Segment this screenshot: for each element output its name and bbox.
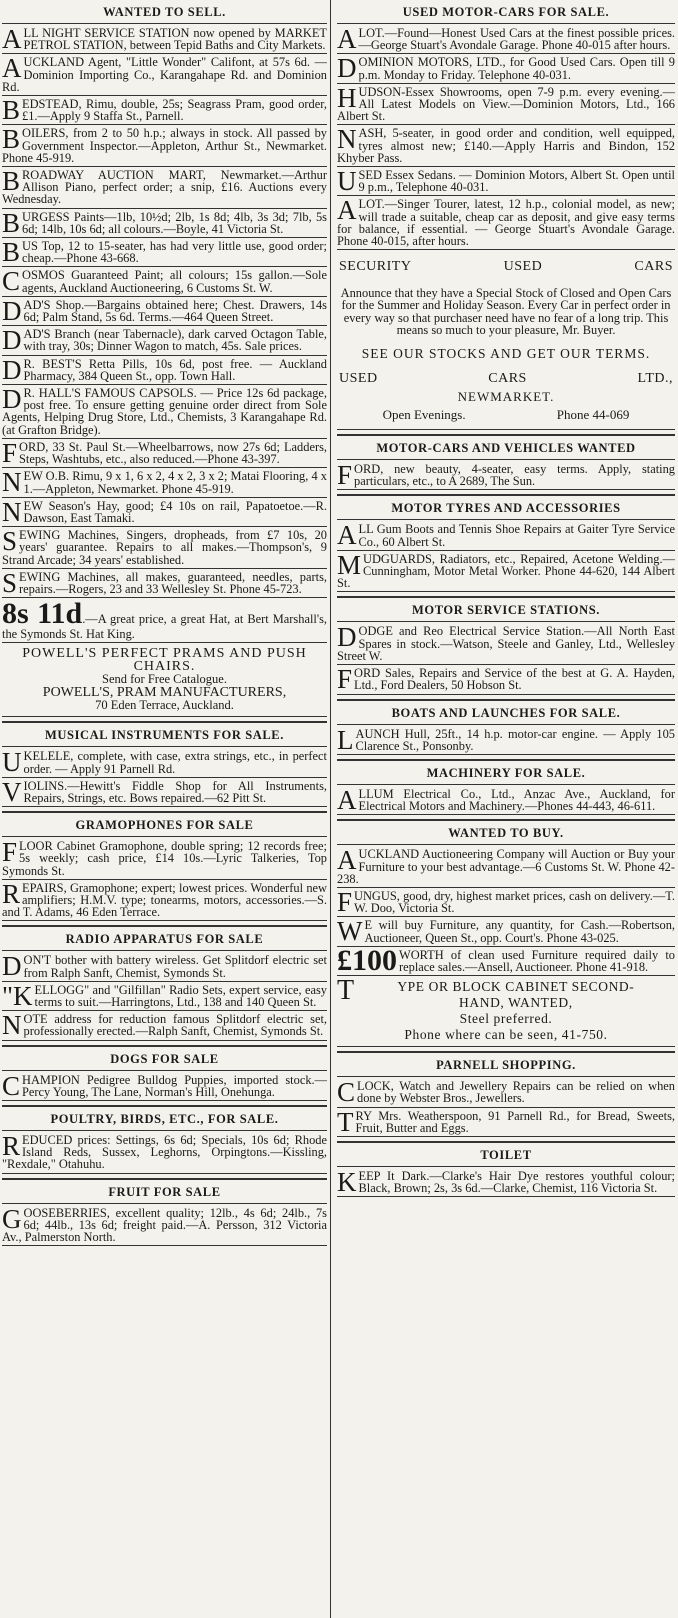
cabinet-line2: HAND, WANTED, [459, 995, 573, 1011]
security-used-cars-ad [337, 250, 675, 430]
classified-ad [2, 167, 327, 209]
ad-text: HAMPION Pedigree Bulldog Puppies, imported stock.—Percy Young, The Lane, Norman's Hill, Onehunga. [22, 1072, 327, 1099]
right-column [331, 0, 678, 1618]
classified-ad [337, 1078, 675, 1107]
ad-text: E will buy Furniture, any quantity, for Cash.—Robertson, Auctioneer, Queen St., opp. Court's. Phone 43-025. [364, 918, 675, 945]
promo-word-security: SECURITY [339, 259, 412, 275]
ad-initial: D [2, 952, 22, 982]
section-heading-machinery: MACHINERY FOR SALE. [337, 759, 675, 785]
cabinet-cap: T [337, 975, 355, 1007]
ad-text: AUNCH Hull, 25ft., 14 h.p. motor-car engine. — Apply 105 Clarence St., Ponsonby. [355, 726, 675, 753]
ad-initial: D [2, 296, 22, 326]
ad-initial: V [2, 777, 22, 807]
ad-initial: D [2, 355, 22, 385]
ad-initial: U [337, 167, 357, 197]
ad-initial: G [2, 1204, 22, 1234]
prams-ad-line3: POWELL'S, PRAM MANUFACTURERS, [42, 685, 287, 701]
ad-text: ELLOGG" and "Gilfillan" Radio Sets, expert service, easy terms to suit.—Harringtons, Ltd., 138 and 140 Queen St. [34, 982, 327, 1009]
ad-initial: H [337, 83, 357, 113]
classified-ad [2, 569, 327, 598]
ad-text: EW O.B. Rimu, 9 x 1, 6 x 2, 4 x 2, 3 x 2; Matai Flooring, 4 x 1.—Appleton, Newmarket. Phone 45-919. [23, 469, 327, 496]
ad-text: OILERS, from 2 to 50 h.p.; always in stock. All passed by Government Inspector.—Appleton, Arthur St., Newmarket. Phone 45-919. [2, 126, 327, 165]
ad-initial: N [337, 125, 357, 155]
ad-initial: B [2, 208, 21, 238]
cabinet-line3: Steel preferred. [459, 1011, 553, 1027]
section-heading-gramophones: GRAMOPHONES FOR SALE [2, 811, 327, 837]
promo-call: SEE OUR STOCKS AND GET OUR TERMS. [361, 346, 651, 362]
cabinet-line1: YPE OR BLOCK CABINET SECOND- [397, 979, 635, 995]
ad-initial: B [2, 238, 21, 268]
classified-ad [2, 439, 327, 468]
section-heading-toilet: TOILET [337, 1141, 675, 1167]
ads-boats [337, 726, 675, 755]
ad-initial: F [337, 665, 353, 695]
ad-initial: R [2, 879, 21, 909]
ad-text: R. BEST'S Retta Pills, 10s 6d, post free. — Auckland Pharmacy, 384 Queen St., opp. Town Hall. [23, 356, 327, 383]
ads-used-cars [337, 25, 675, 250]
classified-ad [337, 917, 675, 946]
promo-open: Open Evenings. [382, 407, 466, 423]
classified-ad [2, 838, 327, 880]
classified-ad [337, 888, 675, 917]
ad-text: LOT.—Found—Honest Used Cars at the finest possible prices.—George Stuart's Avondale Garage. Phone 40-015 after hours. [358, 26, 675, 53]
ad-initial: K [337, 1167, 357, 1197]
classified-ad [337, 125, 675, 167]
ad-text: EDSTEAD, Rimu, double, 25s; Seagrass Pram, good order, £1.—Apply 9 Staffa St., Parnell. [22, 97, 327, 124]
prams-ad-line2: Send for Free Catalogue. [102, 672, 227, 687]
ad-text: LL Gum Boots and Tennis Shoe Repairs at Gaiter Tyre Service Co., 60 Albert St. [358, 522, 675, 549]
ad-initial: D [2, 385, 22, 415]
ad-text: ROADWAY AUCTION MART, Newmarket.—Arthur Allison Piano, perfect order; a snip, £16. Auctions every Wednesday. [2, 168, 327, 207]
section-heading-wanted-to-buy: WANTED TO BUY. [337, 819, 675, 845]
promo-word-used: USED [503, 259, 543, 275]
ad-initial: F [2, 838, 18, 868]
classified-ad [2, 748, 327, 777]
classified-ad [337, 665, 675, 694]
ad-initial: D [337, 623, 357, 653]
classified-ad [2, 238, 327, 267]
ad-initial: A [337, 521, 357, 551]
ad-initial: R [2, 1131, 21, 1161]
ad-text: EWING Machines, all makes, guaranteed, needles, parts, repairs.—Rogers, 23 and 33 Wellesley St. Phone 45-723. [19, 569, 327, 596]
ad-text: LOCK, Watch and Jewellery Repairs can be relied on when done by Webster Bros., Jewellers. [357, 1079, 675, 1106]
ad-initial: "K [2, 981, 33, 1011]
classified-ad [337, 54, 675, 83]
ad-initial: B [2, 96, 21, 126]
classified-ad [337, 1108, 675, 1137]
classified-ad [2, 778, 327, 807]
section-heading-used-cars: USED MOTOR-CARS FOR SALE. [337, 0, 675, 24]
section-heading-wanted-to-sell: WANTED TO SELL. [2, 0, 327, 24]
classified-ad [2, 880, 327, 922]
classified-ad [337, 167, 675, 196]
furniture-100-text: WORTH of clean used Furniture required daily to replace sales.—Ansell, Auctioneer. Phone 41-918. [399, 947, 675, 974]
classified-ad [2, 326, 327, 355]
ad-text: OTE address for reduction famous Splitdorf electric set, professionally erected.—Ralph Sanft, Chemist, Symonds St. [23, 1012, 327, 1039]
prams-ad [2, 643, 327, 717]
section-heading-service: MOTOR SERVICE STATIONS. [337, 596, 675, 622]
promo-brand-cars: CARS [488, 371, 527, 387]
ad-text: EPAIRS, Gramophone; expert; lowest prices. Wonderful new amplifiers; H.M.V. type; tonearms, motors, accessories.—S. and T. Adams, 46 Eden Terrace. [2, 880, 327, 920]
ad-text: EDUCED prices: Settings, 6s 6d; Specials, 10s 6d; Rhode Island Reds, Sussex, Leghorns, Orpingtons.—Kissling, "Rexdale," Otahuhu. [2, 1132, 327, 1172]
classified-ad [337, 1168, 675, 1197]
ad-text: ORD Sales, Repairs and Service of the best at G. A. Hayden, Ltd., Ford Dealers, 50 Hobson St. [354, 666, 675, 693]
ad-text: R. HALL'S FAMOUS CAPSOLS. — Price 12s 6d package, post free. To ensure getting genuine order direct from Sole Agents, Helping Drug Store, Ltd., Chemists, 3 Karangahape Rd. (at Grafton Bridge). [2, 386, 327, 437]
classified-ad [2, 527, 327, 569]
ad-text: EW Season's Hay, good; £4 10s on rail, Papatoetoe.—R. Dawson, East Tamaki. [23, 498, 327, 525]
ad-text: OMINION MOTORS, LTD., for Good Used Cars. Open till 9 p.m. Monday to Friday. Telephone 40-031. [358, 55, 675, 82]
ad-text: US Top, 12 to 15-seater, has had very little use, good order; cheap.—Phone 43-668. [22, 239, 327, 266]
promo-phone: Phone 44-069 [556, 407, 630, 423]
ad-initial: A [337, 846, 357, 876]
classified-ad [2, 356, 327, 385]
ad-initial: D [337, 54, 357, 84]
classified-ad [337, 623, 675, 665]
classified-ad [337, 846, 675, 888]
ad-text: URGESS Paints—1lb, 10½d; 2lb, 1s 8d; 4lb, 3s 3d; 7lb, 5s 6d; 14lb, 10s 6d; all colours.—Boyle, 41 Victoria St. [22, 209, 327, 236]
ad-initial: A [337, 25, 357, 54]
classified-ad [2, 1205, 327, 1247]
classified-ad [2, 25, 327, 54]
section-heading-vehicles-wanted: MOTOR-CARS AND VEHICLES WANTED [337, 434, 675, 460]
promo-body: Announce that they have a Special Stock of Closed and Open Cars for the Summer and Holiday Season. Every Car in perfect order in every way so that purchaser need have no fear of a long trip. This means so much to your pleasure, Mr. Buyer. [340, 286, 672, 337]
ad-initial: A [2, 25, 22, 54]
classified-ad [2, 1072, 327, 1101]
ad-initial: N [2, 497, 22, 527]
ad-initial: A [2, 54, 22, 84]
classified-ad [337, 25, 675, 54]
prams-ad-line1: POWELL'S PERFECT PRAMS AND PUSH CHAIRS. [22, 646, 307, 675]
promo-brand-used: USED [339, 371, 378, 387]
classified-ad [2, 385, 327, 439]
ad-text: ON'T bother with battery wireless. Get Splitdorf electric set from Ralph Sanft, Chemist, Symonds St. [23, 953, 327, 980]
ad-initial: A [337, 196, 357, 226]
ad-text: AD'S Shop.—Bargains obtained here; Chest. Drawers, 14s 6d; Palm Stand, 5s 6d. Terms.—464 Queen Street. [23, 297, 327, 325]
ad-text: LL NIGHT SERVICE STATION now opened by MARKET PETROL STATION, between Tepid Baths and City Markets. [23, 26, 327, 53]
ad-text: OSMOS Guaranteed Paint; all colours; 15s gallon.—Sole agents, Auckland Auctioneering, 6 Customs St. W. [22, 268, 327, 295]
ad-initial: W [337, 917, 363, 947]
classified-ad [2, 125, 327, 167]
furniture-100-ad [337, 947, 675, 976]
furniture-100-cap: £100 [337, 946, 397, 977]
section-heading-tyres: MOTOR TYRES AND ACCESSORIES [337, 494, 675, 520]
classified-ad [2, 468, 327, 497]
classified-ad [2, 1011, 327, 1040]
promo-brand-ltd: LTD., [637, 371, 673, 387]
ad-initial: N [2, 1011, 22, 1041]
ad-text: RY Mrs. Weatherspoon, 91 Parnell Rd., for Bread, Sweets, Fruit, Butter and Eggs. [355, 1108, 675, 1135]
ads-tyres [337, 521, 675, 592]
ad-text: IOLINS.—Hewitt's Fiddle Shop for All Instruments, Repairs, Strings, etc. Bows repaired.—62 Pitt St. [23, 778, 327, 805]
ad-text: EWING Machines, Singers, dropheads, from £7 10s, 20 years' guarantee. Repairs to all makes.—Thompson's, 9 Strand Arcade; 34 years' established. [2, 528, 327, 567]
ads-gramophones [2, 838, 327, 921]
ad-initial: B [2, 167, 21, 197]
ad-initial: M [337, 550, 362, 580]
ads-musical [2, 748, 327, 807]
ad-text: UCKLAND Auctioneering Company will Auction or Buy your Furniture to your best advantage.—6 Customs St. W. Phone 42-238. [337, 847, 675, 886]
ad-initial: C [2, 1071, 21, 1101]
hat-ad-text: .—A great price, a great Hat, at Bert Marshall's, the Symonds St. Hat King. [2, 612, 327, 642]
ad-initial: S [2, 568, 18, 598]
ads-vehicles-wanted [337, 461, 675, 490]
classified-ad [2, 209, 327, 238]
ad-initial: L [337, 725, 354, 755]
classified-ad [2, 1132, 327, 1174]
ads-service [337, 623, 675, 694]
prams-ad-line4: 70 Eden Terrace, Auckland. [95, 698, 234, 713]
ads-wanted-to-sell [2, 25, 327, 598]
classified-ad [2, 297, 327, 326]
classified-ad [337, 551, 675, 593]
classified-ad [2, 982, 327, 1011]
classified-ad [2, 952, 327, 981]
classified-ad [2, 267, 327, 296]
section-heading-musical: MUSICAL INSTRUMENTS FOR SALE. [2, 721, 327, 747]
hat-ad [2, 598, 327, 643]
ad-initial: D [2, 326, 22, 356]
classified-ad [337, 521, 675, 550]
ads-parnell [337, 1078, 675, 1137]
ad-text: UDGUARDS, Radiators, etc., Repaired, Acetone Welding.—Cunningham, Motor Metal Worker. Phone 44-620, 144 Albert St. [337, 551, 675, 591]
classified-ad [337, 84, 675, 126]
ad-text: AD'S Branch (near Tabernacle), dark carved Octagon Table, with tray, 30s; Dinner Wagon to match, 45s. Sale prices. [23, 327, 327, 354]
classified-ad [2, 54, 327, 96]
promo-town: NEWMARKET. [457, 389, 555, 405]
ad-initial: B [2, 125, 21, 155]
section-heading-fruit: FRUIT FOR SALE [2, 1178, 327, 1204]
classified-ad [2, 96, 327, 125]
ad-text: KELELE, complete, with case, extra strings, etc., in perfect order. — Apply 91 Parnell Rd. [23, 749, 327, 776]
ad-text: EEP It Dark.—Clarke's Hair Dye restores youthful colour; Black, Brown; 2s, 3s 6d.—Clarke, Chemist, 116 Victoria St. [358, 1168, 675, 1196]
ad-text: ORD, new beauty, 4-seater, easy terms. Apply, stating particulars, etc., to A 2689, The Sun. [354, 462, 675, 489]
left-column [0, 0, 331, 1618]
section-heading-parnell: PARNELL SHOPPING. [337, 1051, 675, 1077]
ad-initial: S [2, 527, 18, 557]
ad-initial: A [337, 785, 357, 815]
ad-text: ASH, 5-seater, in good order and condition, well equipped, tyres almost new; £140.—Apply Harris and Bindon, 152 Khyber Pass. [337, 126, 675, 165]
ad-initial: C [2, 267, 21, 297]
ad-text: OOSEBERRIES, excellent quality; 12lb., 4s 6d; 24lb., 7s 6d; 44lb., 13s 6d; freight paid.—A. Persson, 312 Victoria Av., Palmerston North. [2, 1205, 327, 1244]
ads-machinery [337, 786, 675, 815]
classified-ad [337, 786, 675, 815]
ad-text: UCKLAND Agent, "Little Wonder" Califont, at 57s 6d. — Dominion Importing Co., Karangahape Rd. and Dominion Rd. [2, 55, 327, 94]
promo-title-row [339, 260, 673, 273]
promo-word-cars: CARS [634, 259, 673, 275]
section-heading-dogs: DOGS FOR SALE [2, 1045, 327, 1071]
ad-text: UNGUS, good, dry, highest market prices, cash on delivery.—T. W. Doo, Victoria St. [354, 888, 675, 916]
ad-initial: T [337, 1107, 354, 1137]
section-heading-radio: RADIO APPARATUS FOR SALE [2, 925, 327, 951]
ads-wanted-to-buy [337, 846, 675, 946]
cabinet-line4: Phone where can be seen, 41-750. [404, 1027, 608, 1043]
ad-text: LLUM Electrical Co., Ltd., Anzac Ave., Auckland, for Electrical Motors and Machinery.—Phones 44-443, 46-611. [358, 786, 675, 814]
cabinet-wanted-ad [337, 976, 675, 1047]
ad-text: SED Essex Sedans. — Dominion Motors, Albert St. Open until 9 p.m., Telephone 40-031. [358, 168, 675, 195]
ad-initial: F [337, 461, 353, 491]
ad-initial: F [2, 438, 18, 468]
classified-ad [337, 726, 675, 755]
ad-initial: U [2, 748, 22, 778]
section-heading-poultry: POULTRY, BIRDS, ETC., FOR SALE. [2, 1105, 327, 1131]
promo-footer [337, 407, 675, 423]
ad-initial: N [2, 468, 22, 498]
ads-poultry [2, 1132, 327, 1174]
ads-radio [2, 952, 327, 1040]
classified-ad [337, 196, 675, 250]
ads-fruit [2, 1205, 327, 1247]
ad-text: UDSON-Essex Showrooms, open 7-9 p.m. every evening.—All Latest Models on View.—Dominion Motors, Ltd., 166 Albert St. [337, 84, 675, 124]
classified-ad [337, 461, 675, 490]
ad-text: ORD, 33 St. Paul St.—Wheelbarrows, now 27s 6d; Ladders, Steps, Washtubs, etc., also reduced.—Phone 43-397. [19, 439, 327, 467]
ads-dogs [2, 1072, 327, 1101]
classified-ad [2, 498, 327, 527]
ad-text: LOOR Cabinet Gramophone, double spring; 12 records free; 5s weekly; cash price, £14 10s.—Lyric Talkeries, Top Symonds St. [2, 839, 327, 878]
ads-toilet [337, 1168, 675, 1197]
ad-text: ODGE and Reo Electrical Service Station.—All North East Spares in stock.—Watson, Steele and Ganley, Ltd., Wellesley Street W. [337, 624, 675, 663]
hat-ad-price: 8s 11d [2, 598, 83, 631]
promo-brand-row [339, 372, 673, 385]
section-heading-boats: BOATS AND LAUNCHES FOR SALE. [337, 699, 675, 725]
ad-initial: C [337, 1078, 356, 1108]
ad-initial: F [337, 887, 353, 917]
ad-text: LOT.—Singer Tourer, latest, 12 h.p., colonial model, as new; will trade a suitable, cheap car as deposit, and give easy terms for balance, if essential. — George Stuart's Avondale Garage. Phone 40-015, after hours. [337, 197, 675, 249]
